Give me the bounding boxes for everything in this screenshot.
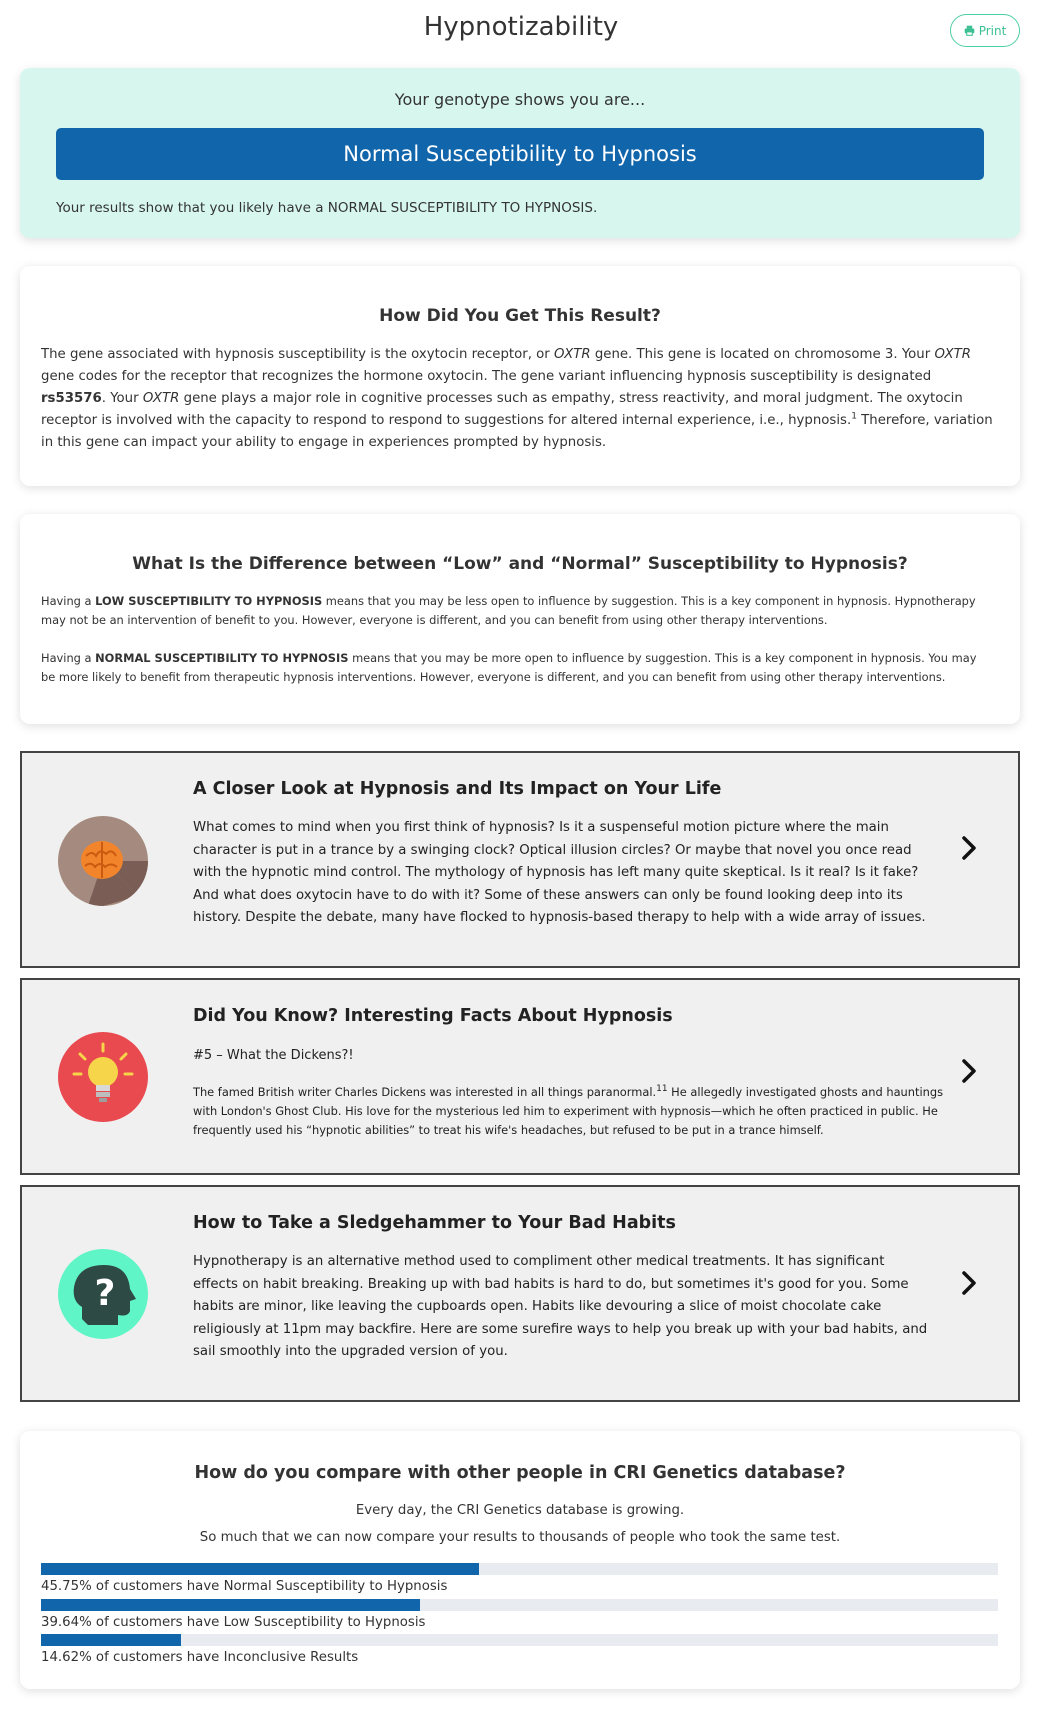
result-lead: Your genotype shows you are... [394,90,646,109]
article-card-hypnosis-facts[interactable] [20,978,1020,1175]
compare-card [20,1431,1020,1689]
lightbulb-icon [58,1032,148,1122]
article-title: How to Take a Sledgehammer to Your Bad Habits [193,1213,676,1233]
result-banner: Normal Susceptibility to Hypnosis [56,128,984,180]
article-excerpt: The famed British writer Charles Dickens was interested in all things paranormal.$^{11}$ He allegedly investigated ghosts and hauntings with London's Ghost Club. His love for the mysterious led him to experiment with hypnosis—which he often practiced in public. He frequently used his “hypnotic abilities” to treat his wife's headaches, but refused to be put in a trance himself. [193,1084,944,1137]
stat-bar-inconclusive [41,1634,998,1665]
stat-bar-low [41,1599,998,1630]
compare-intro-1: Every day, the CRI Genetics database is growing. [355,1503,685,1518]
stat-label: 39.64% of customers have Low Susceptibility to Hypnosis [41,1615,426,1630]
chevron-right-icon[interactable] [958,1270,980,1296]
progress-fill [41,1563,479,1575]
result-summary: Your results show that you likely have a NORMAL SUSCEPTIBILITY TO HYPNOSIS. [56,200,598,216]
page-header [0,0,1042,62]
result-card [20,68,1020,238]
footnote-ref: 11 [656,1084,668,1095]
difference-card [20,514,1020,724]
stat-label: 45.75% of customers have Normal Susceptibility to Hypnosis [41,1579,448,1594]
chevron-right-icon[interactable] [958,835,980,861]
article-title: Did You Know? Interesting Facts About Hypnosis [193,1006,673,1026]
print-button[interactable] [950,14,1020,47]
printer-icon [964,25,975,36]
how-result-title: How Did You Get This Result? [379,306,661,326]
print-label: Print [978,23,1007,38]
head-question-icon [58,1249,148,1339]
article-title: A Closer Look at Hypnosis and Its Impact on Your Life [193,779,722,799]
fact-subtitle: #5 – What the Dickens?! [193,1048,354,1063]
compare-intro-2: So much that we can now compare your results to thousands of people who took the same test. [199,1530,841,1545]
stat-bar-normal [41,1563,998,1594]
rs-id: rs53576 [41,391,102,406]
chevron-right-icon[interactable] [958,1058,980,1084]
page-title: Hypnotizability [423,12,619,42]
footnote-ref: 1 [851,411,857,422]
progress-fill [41,1634,181,1646]
normal-susceptibility-text: Having a NORMAL SUSCEPTIBILITY TO HYPNOSIS means that you may be more open to influence by suggestion. This is a key component in hypnosis. You may be more likely to benefit from therapeutic hypnosis interventions. However, everyone is different, and you can benefit from using other therapy interventions. [41,651,977,684]
progress-track [41,1599,998,1611]
progress-track [41,1634,998,1646]
how-result-card [20,266,1020,486]
svg-text:?: ? [94,1273,116,1314]
progress-track [41,1563,998,1575]
article-card-bad-habits[interactable] [20,1185,1020,1402]
low-susceptibility-text: Having a LOW SUSCEPTIBILITY TO HYPNOSIS means that you may be less open to influence by suggestion. This is a key component in hypnosis. Hypnotherapy may not be an intervention of benefit to you. However, everyone is different, and you can benefit from using other therapy interventions. [41,594,976,627]
stat-label: 14.62% of customers have Inconclusive Results [41,1650,359,1665]
progress-fill [41,1599,420,1611]
difference-title: What Is the Difference between “Low” and “Normal” Susceptibility to Hypnosis? [132,554,908,574]
article-card-hypnosis-impact[interactable] [20,751,1020,968]
article-excerpt: Hypnotherapy is an alternative method used to compliment other medical treatments. It has significant effects on habit breaking. Breaking up with bad habits is hard to do, but sometimes it's good for you. Some habits are minor, like leaving the cupboards open. Habits like devouring a slice of moist chocolate cake religiously at 11pm may backfire. Here are some surefire ways to help you break up with your bad habits, and sail smoothly into the upgraded version of you. [193,1254,928,1359]
brain-icon [58,816,148,906]
how-result-text: The gene associated with hypnosis susceptibility is the oxytocin receptor, or OXTR gene. This gene is located on chromosome 3. Your OXTR gene codes for the receptor that recognizes the hormone oxytocin. The gene variant influencing hypnosis susceptibility is designated rs53576. Your OXTR gene plays a major role in cognitive processes such as empathy, stress reactivity, and moral judgment. The oxytocin receptor is involved with the capacity to respond to respond to suggestions for altered internal experience, i.e., hypnosis.$^1$ Therefore, variation in this gene can impact your ability to engage in experiences prompted by hypnosis. [41,347,993,450]
compare-title: How do you compare with other people in CRI Genetics database? [194,1463,846,1483]
article-excerpt: What comes to mind when you first think of hypnosis? Is it a suspenseful motion picture where the main character is put in a trance by a swinging clock? Optical illusion circles? Or maybe that novel you once read with the hypnotic mind control. The mythology of hypnosis has left many quite skeptical. Is it real? Is it fake? And what does oxytocin have to do with it? Some of these answers can only be found looking deep into its history. Despite the debate, many have flocked to hypnosis-based therapy to help with a wide array of issues. [193,820,926,925]
